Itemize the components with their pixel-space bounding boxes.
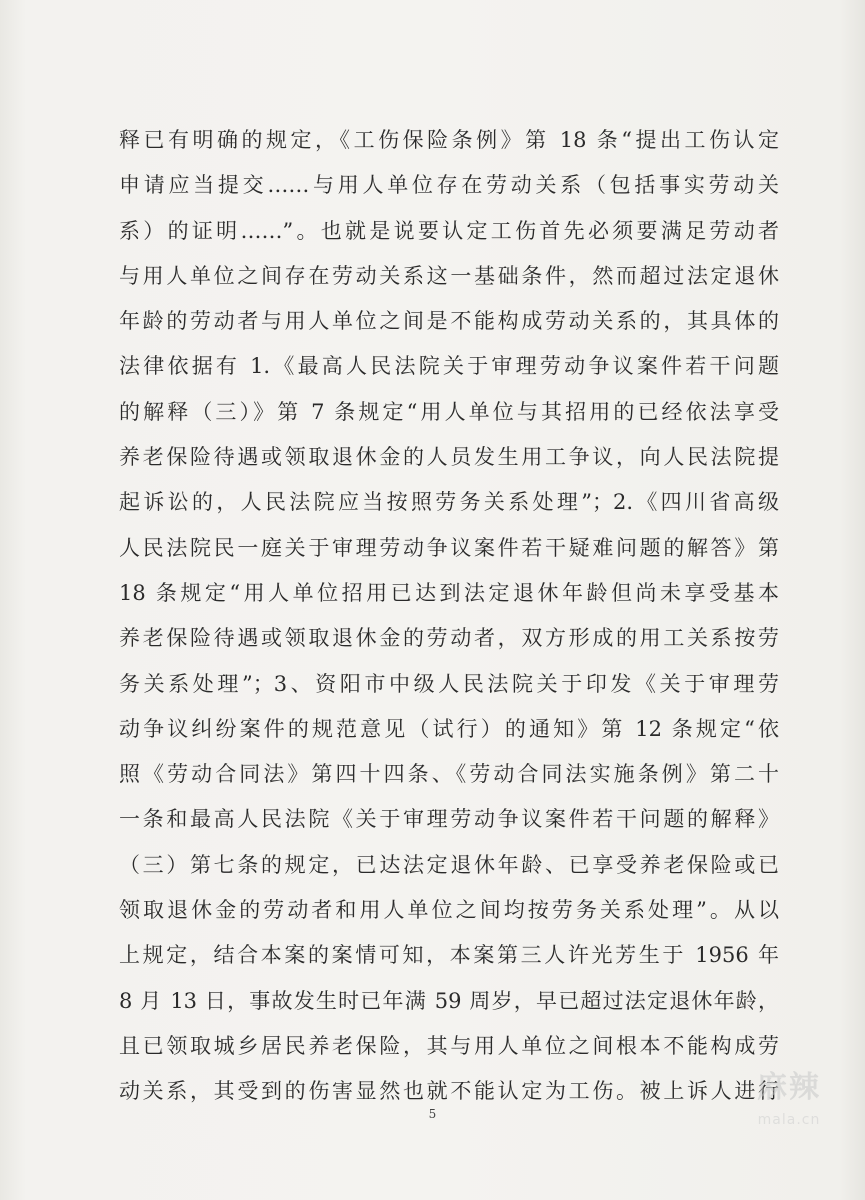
text-line: 法律依据有 1.《最高人民法院关于审理劳动争议案件若干问题 [119,354,779,379]
text-line: 18 条规定“用人单位招用已达到法定退休年龄但尚未享受基本 [119,580,779,605]
text-line: 且已领取城乡居民养老保险，其与用人单位之间根本不能构成劳 [119,1033,779,1058]
text-line: 申请应当提交……与用人单位存在劳动关系（包括事实劳动关 [119,173,779,198]
text-line: 动争议纠纷案件的规范意见（试行）的通知》第 12 条规定“依 [119,716,779,741]
text-line: 动关系，其受到的伤害显然也就不能认定为工伤。被上诉人进行 [119,1079,779,1104]
text-line: 8 月 13 日，事故发生时已年满 59 周岁，早已超过法定退休年龄， [119,988,779,1013]
text-line: 一条和最高人民法院《关于审理劳动争议案件若干问题的解释》 [119,807,779,832]
text-line: 照《劳动合同法》第四十四条、《劳动合同法实施条例》第二十 [119,762,779,787]
text-line: 的解释（三）》第 7 条规定“用人单位与其招用的已经依法享受 [119,399,779,424]
watermark-title: 麻辣 [757,1070,821,1105]
text-line: 人民法院民一庭关于审理劳动争议案件若干疑难问题的解答》第 [119,535,779,560]
text-line: 养老保险待遇或领取退休金的人员发生用工争议，向人民法院提 [119,445,779,470]
watermark-subtitle: mala.cn [757,1112,821,1128]
text-line: 养老保险待遇或领取退休金的劳动者，双方形成的用工关系按劳 [119,626,779,651]
text-line: 务关系处理”；3、资阳市中级人民法院关于印发《关于审理劳 [119,671,779,696]
text-line: 年龄的劳动者与用人单位之间是不能构成劳动关系的，其具体的 [119,309,779,334]
text-line: 上规定，结合本案的案情可知，本案第三人许光芳生于 1956 年 [119,943,779,968]
text-line: 领取退休金的劳动者和用人单位之间均按劳务关系处理”。从以 [119,898,779,923]
text-line: 释已有明确的规定，《工伤保险条例》第 18 条“提出工伤认定 [119,128,779,152]
body-text [119,118,779,1115]
watermark-logo [739,1052,839,1152]
text-line: 系）的证明……”。也就是说要认定工伤首先必须要满足劳动者 [119,218,779,243]
text-line: （三）第七条的规定，已达法定退休年龄、已享受养老保险或已 [119,852,779,877]
page-number: 5 [428,1107,437,1121]
text-line: 起诉讼的，人民法院应当按照劳务关系处理”；2.《四川省高级 [119,490,779,515]
text-line: 与用人单位之间存在劳动关系这一基础条件，然而超过法定退休 [119,263,779,288]
